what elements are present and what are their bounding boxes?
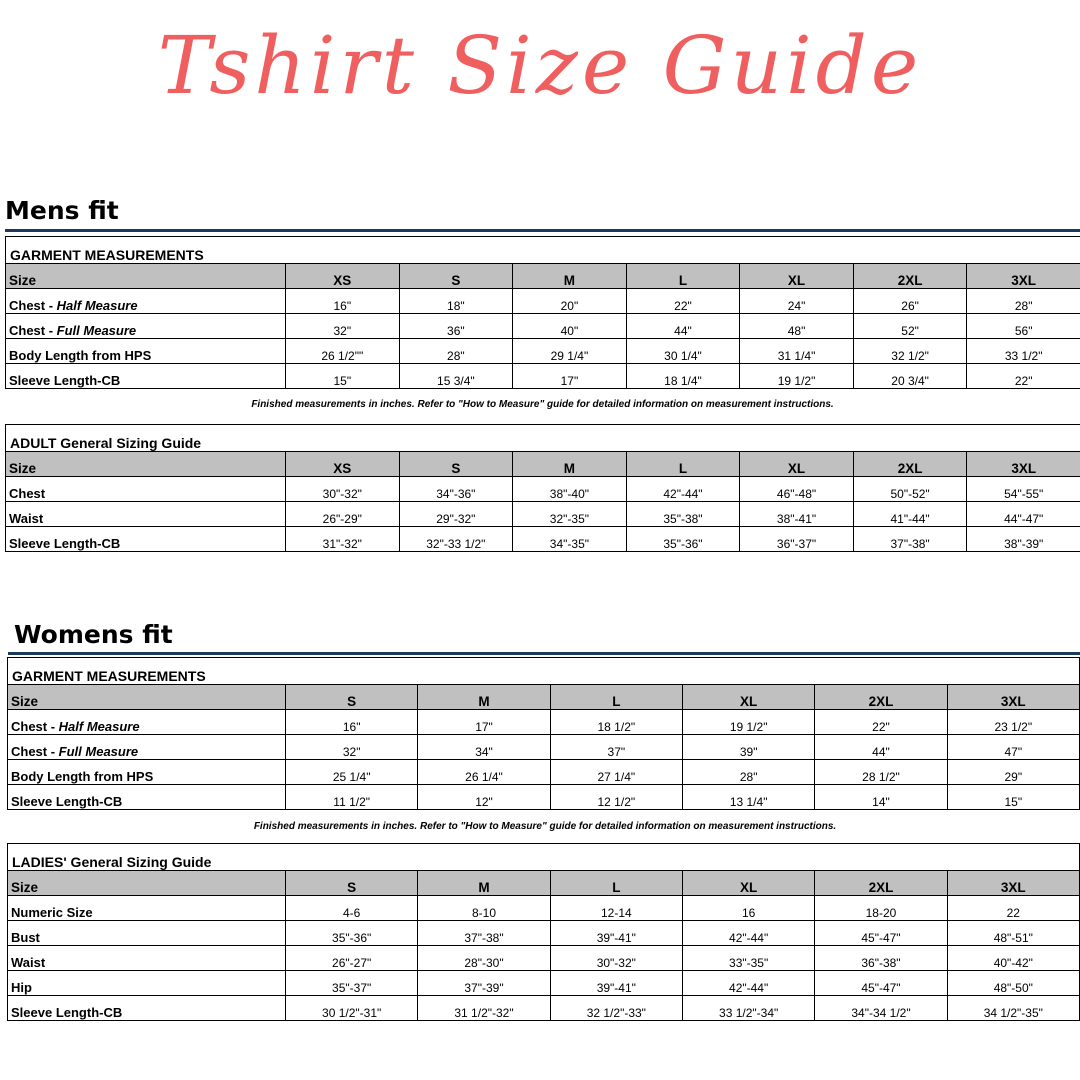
measurement-cell: 33"-35" — [682, 946, 814, 971]
measurement-cell: 54"-55" — [967, 477, 1080, 502]
size-header-2xl: 2XL — [853, 452, 967, 477]
measurement-cell: 39"-41" — [550, 971, 682, 996]
measurement-cell: 22" — [626, 289, 740, 314]
size-header-m: M — [418, 871, 550, 896]
measurement-cell: 52" — [853, 314, 967, 339]
table-row — [6, 477, 1080, 502]
mens-garment-table — [5, 236, 1080, 389]
measurement-cell: 25 1/4" — [286, 760, 418, 785]
measurement-cell: 32 1/2"-33" — [550, 996, 682, 1021]
measurement-cell: 47" — [947, 735, 1079, 760]
table-header-row — [6, 452, 1080, 477]
size-header-label: Size — [8, 871, 286, 896]
measurement-cell: 40" — [513, 314, 627, 339]
size-header-m: M — [418, 685, 550, 710]
size-header-3xl: 3XL — [967, 264, 1080, 289]
measurement-cell: 17" — [418, 710, 550, 735]
measurement-cell: 26" — [853, 289, 967, 314]
table-title: LADIES' General Sizing Guide — [8, 844, 1080, 871]
row-label-text: Chest — [9, 486, 46, 501]
size-header-2xl: 2XL — [815, 685, 947, 710]
measurement-cell: 29"-32" — [399, 502, 513, 527]
row-label-hip — [8, 971, 286, 996]
measurement-cell: 31 1/4" — [740, 339, 854, 364]
size-header-xl: XL — [682, 871, 814, 896]
measurement-cell: 36"-38" — [815, 946, 947, 971]
size-header-2xl: 2XL — [815, 871, 947, 896]
size-header-xl: XL — [740, 264, 854, 289]
size-header-xs: XS — [286, 452, 400, 477]
measurement-cell: 46"-48" — [740, 477, 854, 502]
measurement-cell: 32"-35" — [513, 502, 627, 527]
row-label-text: Chest - — [9, 323, 57, 338]
row-label-waist — [6, 502, 286, 527]
measurement-cell: 42"-44" — [682, 921, 814, 946]
row-label-text: Sleeve Length-CB — [9, 373, 121, 388]
measurement-cell: 28"-30" — [418, 946, 550, 971]
measurement-cell: 22" — [815, 710, 947, 735]
measurement-cell: 29" — [947, 760, 1079, 785]
measurement-cell: 31"-32" — [286, 527, 400, 552]
measurement-cell: 18-20 — [815, 896, 947, 921]
measurement-cell: 30 1/4" — [626, 339, 740, 364]
size-header-s: S — [286, 871, 418, 896]
measurement-cell: 37"-38" — [418, 921, 550, 946]
measurement-cell: 35"-36" — [626, 527, 740, 552]
size-header-l: L — [550, 685, 682, 710]
measurement-cell: 23 1/2" — [947, 710, 1079, 735]
mens-fit-heading: Mens fit — [5, 196, 119, 225]
measurement-cell: 40"-42" — [947, 946, 1079, 971]
row-label-text: Chest - — [11, 719, 59, 734]
measurement-cell: 30 1/2"-31" — [286, 996, 418, 1021]
measurement-cell: 18 1/4" — [626, 364, 740, 389]
row-label-chest — [6, 477, 286, 502]
measurement-cell: 17" — [513, 364, 627, 389]
measurement-cell: 28 1/2" — [815, 760, 947, 785]
size-header-label: Size — [6, 264, 286, 289]
row-label-chest-full-measure — [6, 314, 286, 339]
measurement-cell: 34"-35" — [513, 527, 627, 552]
measurement-cell: 24" — [740, 289, 854, 314]
measurement-cell: 20 3/4" — [853, 364, 967, 389]
page-title: Tshirt Size Guide — [157, 19, 923, 112]
measurement-cell: 36" — [399, 314, 513, 339]
measurement-cell: 32" — [286, 314, 400, 339]
measurement-cell: 42"-44" — [626, 477, 740, 502]
measurement-cell: 15" — [947, 785, 1079, 810]
measurement-cell: 28" — [682, 760, 814, 785]
measurement-cell: 11 1/2" — [286, 785, 418, 810]
measurement-cell: 34"-36" — [399, 477, 513, 502]
row-label-sleeve-length-cb — [8, 996, 286, 1021]
row-label-emphasis: Full Measure — [56, 323, 137, 338]
row-label-text: Sleeve Length-CB — [9, 536, 121, 551]
size-header-2xl: 2XL — [853, 264, 967, 289]
measurement-cell: 15" — [286, 364, 400, 389]
table-title: GARMENT MEASUREMENTS — [8, 658, 1080, 685]
measurement-cell: 22" — [967, 364, 1080, 389]
table-row — [8, 921, 1080, 946]
measurement-cell: 29 1/4" — [513, 339, 627, 364]
measurement-cell: 30"-32" — [286, 477, 400, 502]
row-label-text: Hip — [11, 980, 32, 995]
measurement-cell: 44" — [626, 314, 740, 339]
size-header-3xl: 3XL — [967, 452, 1080, 477]
row-label-emphasis: Half Measure — [56, 298, 138, 313]
measurement-cell: 19 1/2" — [682, 710, 814, 735]
measurement-cell: 35"-38" — [626, 502, 740, 527]
row-label-body-length-from-hps — [6, 339, 286, 364]
table-title: ADULT General Sizing Guide — [6, 425, 1080, 452]
womens-fit-heading: Womens fit — [14, 620, 173, 649]
measurement-cell: 28" — [967, 289, 1080, 314]
measurement-cell: 19 1/2" — [740, 364, 854, 389]
size-header-l: L — [626, 452, 740, 477]
measurement-cell: 32"-33 1/2" — [399, 527, 513, 552]
measurement-cell: 18 1/2" — [550, 710, 682, 735]
measurement-cell: 28" — [399, 339, 513, 364]
measurement-cell: 15 3/4" — [399, 364, 513, 389]
table-title: GARMENT MEASUREMENTS — [6, 237, 1080, 264]
row-label-numeric-size — [8, 896, 286, 921]
size-header-3xl: 3XL — [947, 871, 1079, 896]
row-label-chest-half-measure — [6, 289, 286, 314]
size-header-label: Size — [8, 685, 286, 710]
measurement-cell: 33 1/2"-34" — [682, 996, 814, 1021]
size-header-l: L — [626, 264, 740, 289]
table-row — [8, 946, 1080, 971]
table-row — [6, 502, 1080, 527]
measurement-cell: 22 — [947, 896, 1079, 921]
measurement-cell: 42"-44" — [682, 971, 814, 996]
measurement-cell: 20" — [513, 289, 627, 314]
measurement-cell: 48" — [740, 314, 854, 339]
table-title-row — [6, 425, 1080, 452]
womens-garment-table — [7, 657, 1080, 810]
row-label-chest-half-measure — [8, 710, 286, 735]
row-label-text: Bust — [11, 930, 40, 945]
measurement-cell: 12 1/2" — [550, 785, 682, 810]
measurement-cell: 4-6 — [286, 896, 418, 921]
size-header-s: S — [399, 264, 513, 289]
table-title-row — [8, 844, 1080, 871]
measurement-cell: 37" — [550, 735, 682, 760]
measurement-cell: 48"-51" — [947, 921, 1079, 946]
table-row — [6, 339, 1080, 364]
table-header-row — [8, 871, 1080, 896]
row-label-text: Sleeve Length-CB — [11, 794, 123, 809]
measurement-cell: 16 — [682, 896, 814, 921]
table-row — [8, 760, 1080, 785]
row-label-waist — [8, 946, 286, 971]
measurement-cell: 44" — [815, 735, 947, 760]
measurement-cell: 35"-36" — [286, 921, 418, 946]
measurement-cell: 34"-34 1/2" — [815, 996, 947, 1021]
size-header-xl: XL — [682, 685, 814, 710]
table-row — [6, 527, 1080, 552]
measurement-cell: 37"-39" — [418, 971, 550, 996]
measurement-cell: 36"-37" — [740, 527, 854, 552]
row-label-sleeve-length-cb — [6, 364, 286, 389]
table-row — [6, 364, 1080, 389]
measurement-cell: 56" — [967, 314, 1080, 339]
measurement-cell: 16" — [286, 289, 400, 314]
size-header-xs: XS — [286, 264, 400, 289]
womens-note: Finished measurements in inches. Refer to "How to Measure" guide for detailed information on measurement instructions. — [253, 821, 837, 832]
measurement-cell: 18" — [399, 289, 513, 314]
measurement-cell: 32 1/2" — [853, 339, 967, 364]
measurement-cell: 38"-39" — [967, 527, 1080, 552]
table-row — [8, 996, 1080, 1021]
table-row — [8, 896, 1080, 921]
measurement-cell: 38"-40" — [513, 477, 627, 502]
measurement-cell: 26"-29" — [286, 502, 400, 527]
measurement-cell: 45"-47" — [815, 971, 947, 996]
table-row — [6, 314, 1080, 339]
table-row — [8, 785, 1080, 810]
measurement-cell: 38"-41" — [740, 502, 854, 527]
measurement-cell: 26"-27" — [286, 946, 418, 971]
size-header-m: M — [513, 264, 627, 289]
table-row — [8, 735, 1080, 760]
measurement-cell: 35"-37" — [286, 971, 418, 996]
table-row — [8, 971, 1080, 996]
measurement-cell: 44"-47" — [967, 502, 1080, 527]
row-label-sleeve-length-cb — [8, 785, 286, 810]
measurement-cell: 48"-50" — [947, 971, 1079, 996]
row-label-text: Body Length from HPS — [9, 348, 152, 363]
row-label-text: Sleeve Length-CB — [11, 1005, 123, 1020]
row-label-bust — [8, 921, 286, 946]
size-header-s: S — [286, 685, 418, 710]
measurement-cell: 45"-47" — [815, 921, 947, 946]
measurement-cell: 39"-41" — [550, 921, 682, 946]
row-label-emphasis: Half Measure — [58, 719, 140, 734]
size-header-l: L — [550, 871, 682, 896]
measurement-cell: 41"-44" — [853, 502, 967, 527]
measurement-cell: 34" — [418, 735, 550, 760]
womens-general-table — [7, 843, 1080, 1021]
table-title-row — [8, 658, 1080, 685]
measurement-cell: 37"-38" — [853, 527, 967, 552]
measurement-cell: 30"-32" — [550, 946, 682, 971]
mens-general-table — [5, 424, 1080, 552]
size-header-s: S — [399, 452, 513, 477]
row-label-text: Body Length from HPS — [11, 769, 154, 784]
mens-divider — [5, 229, 1080, 232]
measurement-cell: 32" — [286, 735, 418, 760]
measurement-cell: 33 1/2" — [967, 339, 1080, 364]
measurement-cell: 16" — [286, 710, 418, 735]
size-header-3xl: 3XL — [947, 685, 1079, 710]
measurement-cell: 27 1/4" — [550, 760, 682, 785]
size-header-label: Size — [6, 452, 286, 477]
table-title-row — [6, 237, 1080, 264]
table-header-row — [8, 685, 1080, 710]
row-label-emphasis: Full Measure — [58, 744, 139, 759]
measurement-cell: 14" — [815, 785, 947, 810]
row-label-text: Waist — [11, 955, 46, 970]
measurement-cell: 8-10 — [418, 896, 550, 921]
mens-note: Finished measurements in inches. Refer to "How to Measure" guide for detailed information on measurement instructions. — [251, 399, 834, 410]
table-header-row — [6, 264, 1080, 289]
measurement-cell: 13 1/4" — [682, 785, 814, 810]
row-label-sleeve-length-cb — [6, 527, 286, 552]
row-label-text: Numeric Size — [11, 905, 93, 920]
measurement-cell: 34 1/2"-35" — [947, 996, 1079, 1021]
size-header-xl: XL — [740, 452, 854, 477]
measurement-cell: 31 1/2"-32" — [418, 996, 550, 1021]
row-label-text: Chest - — [11, 744, 59, 759]
measurement-cell: 26 1/2"" — [286, 339, 400, 364]
size-header-m: M — [513, 452, 627, 477]
womens-divider — [8, 652, 1080, 655]
row-label-text: Waist — [9, 511, 44, 526]
row-label-text: Chest - — [9, 298, 57, 313]
row-label-chest-full-measure — [8, 735, 286, 760]
measurement-cell: 12-14 — [550, 896, 682, 921]
measurement-cell: 26 1/4" — [418, 760, 550, 785]
row-label-body-length-from-hps — [8, 760, 286, 785]
measurement-cell: 39" — [682, 735, 814, 760]
measurement-cell: 12" — [418, 785, 550, 810]
table-row — [8, 710, 1080, 735]
measurement-cell: 50"-52" — [853, 477, 967, 502]
table-row — [6, 289, 1080, 314]
